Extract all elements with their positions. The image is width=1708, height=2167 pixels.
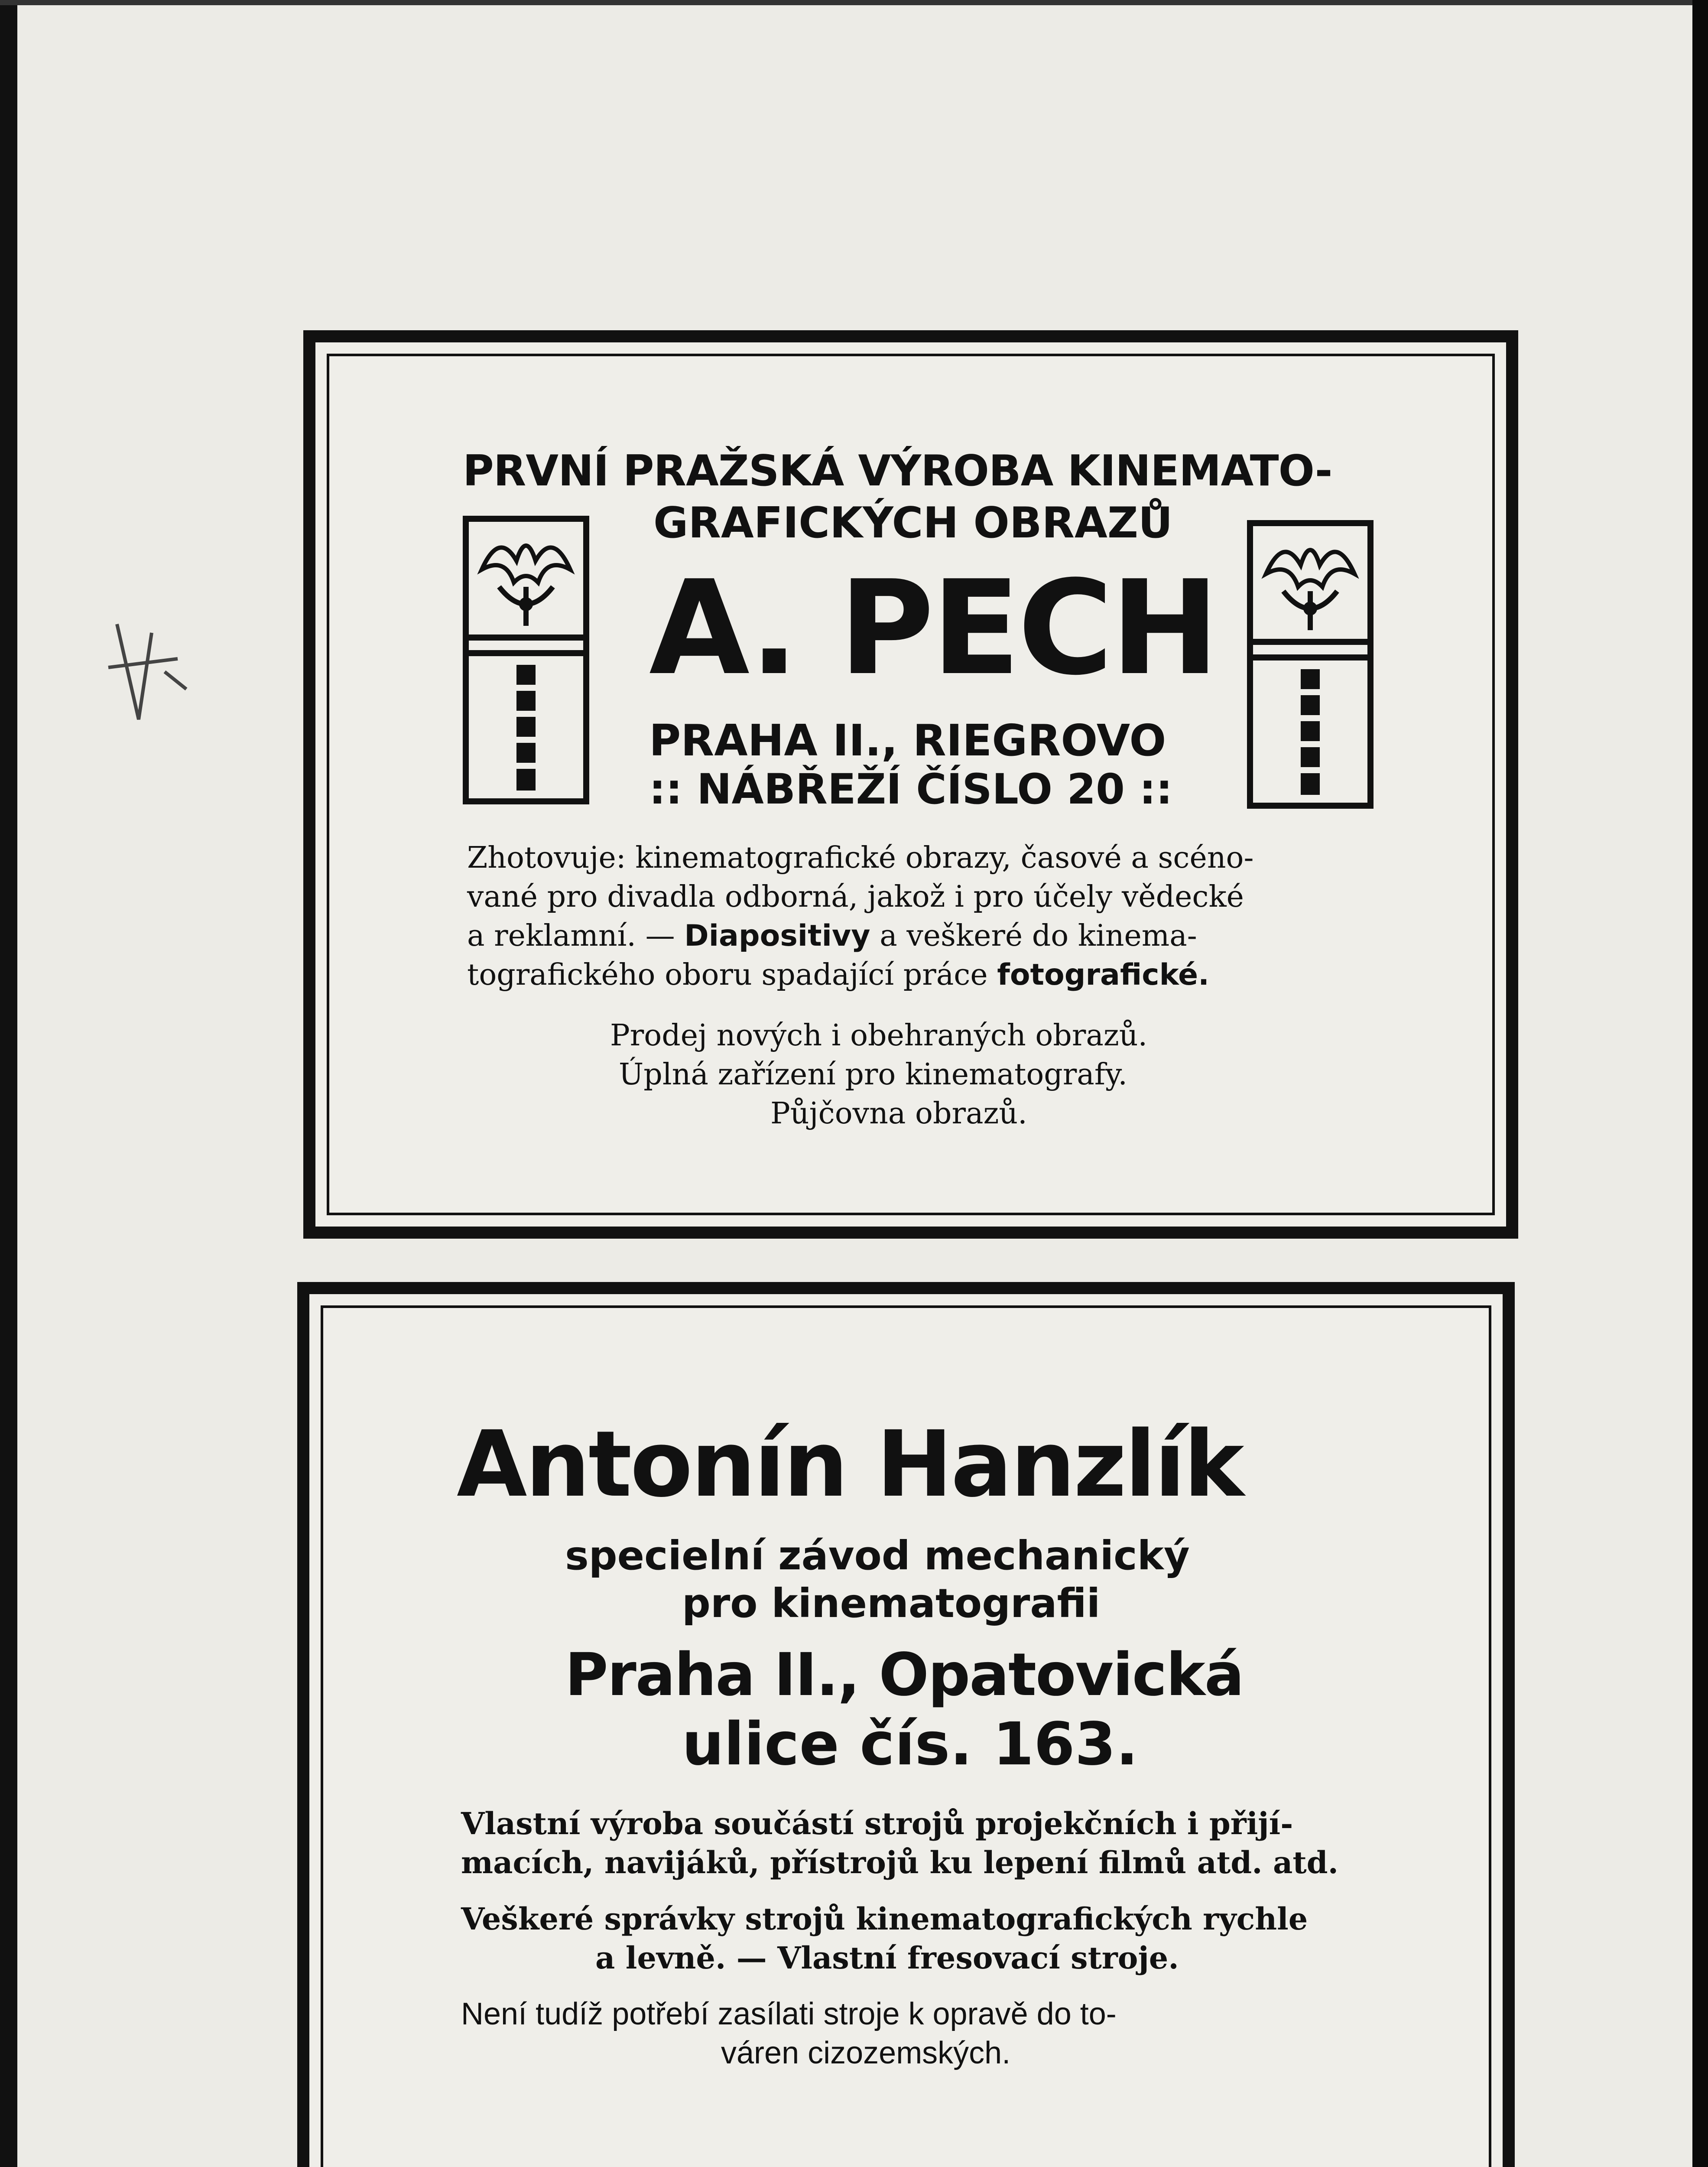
- pech-offer-line3: Půjčovna obrazů.: [770, 1097, 1027, 1131]
- hanzlik-subtitle-line2: pro kinematografii: [682, 1580, 1101, 1627]
- pech-body-line3-end: a veškeré do kinema-: [870, 919, 1197, 953]
- hanzlik-body2-line2: a levně. — Vlastní fresovací stroje.: [595, 1940, 1179, 1976]
- pech-offer-line1: Prodej nových i obehraných obrazů.: [610, 1018, 1148, 1053]
- hanzlik-address-line1: Praha II., Opatovická: [565, 1641, 1244, 1709]
- pech-body-line3: [467, 919, 1197, 953]
- pech-body-line3-start: a reklamní. —: [467, 919, 685, 953]
- hanzlik-body2-line1: Veškeré správky strojů kinematografických rychle: [461, 1901, 1308, 1937]
- page-edge-right: [1692, 0, 1708, 2167]
- ad-hanzlik: [297, 1282, 1515, 2167]
- pech-diapositivy: Diapositivy: [684, 919, 870, 953]
- pech-body-line1: Zhotovuje: kinematografické obrazy, časové a scéno-: [467, 841, 1254, 875]
- hanzlik-address-line2: ulice čís. 163.: [682, 1710, 1139, 1779]
- hanzlik-body3-line1: Není tudíž potřebí zasílati stroje k opravě do to-: [461, 1997, 1117, 2031]
- ornament-right: [1247, 520, 1374, 809]
- page-edge-top: [0, 0, 1708, 5]
- ornament-left: [463, 516, 589, 804]
- pencil-mark: [100, 615, 195, 728]
- pech-body-line4: [467, 958, 1209, 992]
- pech-address-line1: PRAHA II., RIEGROVO: [649, 715, 1166, 766]
- ad-pech: [303, 330, 1518, 1239]
- pech-body-line2: vané pro divadla odborná, jakož i pro účely vědecké: [467, 880, 1244, 914]
- pech-fotograficke: fotografické.: [997, 958, 1209, 992]
- ornament-left-art: [469, 522, 583, 798]
- pech-headline-line1: PRVNÍ PRAŽSKÁ VÝROBA KINEMATO-: [463, 446, 1332, 496]
- hanzlik-body1-line1: Vlastní výroba součástí strojů projekčních i přijí-: [461, 1806, 1293, 1842]
- hanzlik-body3-line2: váren cizozemských.: [721, 2036, 1011, 2070]
- pech-address-line2: :: NÁBŘEŽÍ ČÍSLO 20 ::: [649, 765, 1173, 813]
- ornament-right-art: [1253, 526, 1367, 803]
- hanzlik-company-name: Antonín Hanzlík: [457, 1411, 1243, 1517]
- pech-body-line4-start: tografického oboru spadající práce: [467, 958, 997, 992]
- pech-company-name: A. PECH: [649, 553, 1217, 704]
- page-edge-left: [0, 0, 17, 2167]
- pech-headline-line2: GRAFICKÝCH OBRAZŮ: [653, 498, 1173, 548]
- hanzlik-body1-line2: macích, navijáků, přístrojů ku lepení filmů atd. atd.: [461, 1845, 1338, 1881]
- pech-offer-line2: Úplná zařízení pro kinematografy.: [619, 1057, 1127, 1092]
- hanzlik-subtitle-line1: specielní závod mechanický: [565, 1533, 1190, 1579]
